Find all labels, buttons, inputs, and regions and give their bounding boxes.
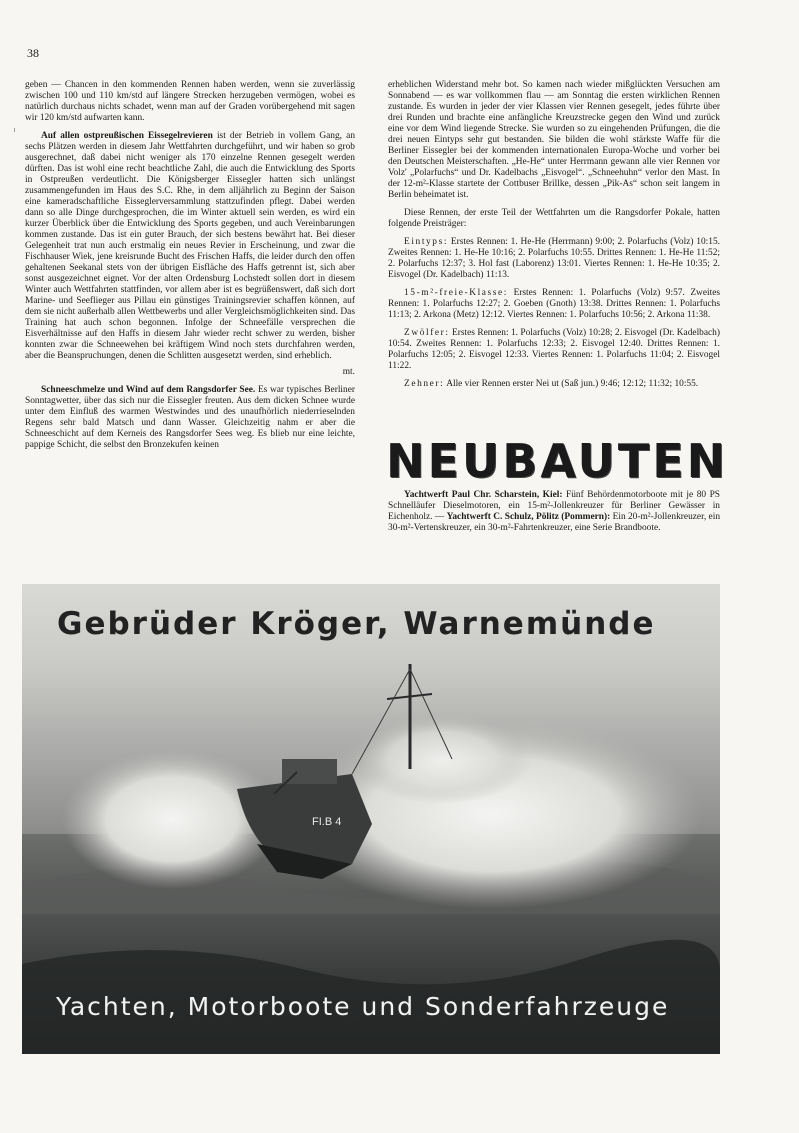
section-ostpreussen	[25, 131, 355, 362]
section-rangsdorf	[25, 385, 355, 451]
author-signature: mt.	[342, 367, 355, 377]
yard-schulz-text: Ein 20-m²-Jollenkreuzer, ein 30-m²-Vertenskreuzer, ein 30-m²-Fahrtenkreuzer, eine Serie Brandboote.	[388, 512, 721, 533]
ad-tagline: Yachten, Motorboote und Sonderfahrzeuge	[56, 992, 670, 1021]
result-class: Zwölfer:	[404, 328, 450, 338]
spray-top	[352, 714, 532, 804]
page-number: 38	[27, 46, 39, 60]
yard-scharstein-name: Yachtwerft Paul Chr. Scharstein, Kiel:	[404, 490, 563, 500]
left-column	[25, 80, 355, 458]
result-text: Erstes Rennen: 1. Polarfuchs (Volz) 9:57. Zweites Rennen: 1. Polarfuchs 12:27; 2. Goeben (Gnoth) 13:38. Drittes Rennen: 1. Polarfuchs 11:13; 2. Arkona (Metz) 12:12. Viertes Rennen: 1. Polarfuchs 10:56; 2. Arkona 11:38.	[388, 288, 721, 320]
result-entry	[388, 328, 720, 372]
boat-photo	[22, 584, 720, 1054]
boat-cabin	[282, 759, 337, 784]
neubauten-section	[388, 490, 720, 534]
result-entry	[388, 237, 720, 281]
results-intro: Diese Rennen, der erste Teil der Wettfahrten um die Rangsdorfer Pokale, hatten folgende Preisträger:	[388, 208, 720, 229]
result-entry	[388, 379, 720, 390]
result-text: Erstes Rennen: 1. He-He (Herrmann) 9:00; 2. Polarfuchs (Volz) 10:15. Zweites Rennen: 1. He-He 10:16; 2. Polarfuchs 10:55. Drittes Rennen: 1. He-He 11:52; 2. Polarfuchs 12:37; 3. Hol fast (Laborenz) 13:01. Viertes Rennen: 1. He-He 10:35; 2. Eisvogel (Dr. Kadelbach) 11:13.	[388, 237, 721, 280]
result-class: Eintyps:	[404, 237, 449, 247]
yard-scharstein-text: Fünf Behördenmotorboote mit je 80 PS Schnelläufer Dieselmotoren, ein 15-m²-Jollenkreuzer für Berliner Gewässer in Eichenholz. —	[388, 490, 721, 522]
margin-mark	[14, 128, 19, 132]
ad-title: Gebrüder Kröger, Warnemünde	[57, 606, 656, 642]
result-text: Alle vier Rennen erster Nei ut (Saß jun.) 9:46; 12:12; 11:32; 10:55.	[446, 379, 699, 389]
neubauten-headline: NEUBAUTEN	[386, 434, 729, 488]
section-rangsdorf-heading: Schneeschmelze und Wind auf dem Rangsdorfer See.	[41, 385, 256, 395]
continuation-paragraph: erheblichen Widerstand mehr bot. So kamen nach wieder mißglückten Versuchen am Sonnabend — es war vollkommen flau — am Sonntag die ersten wirklichen Rennen zustande. Es wurden in jeder der vier Klassen vier Rennen gesegelt, jedes führte über drei Runden und brachte eine anfängliche Kreuzstrecke gegen den Wind und zurück eine vor dem Wind liegende Strecke. Sie wurden so zu eingehenden Prüfungen, die die drei neuen Eintyps sehr gut bestanden. Sie bilden die wohl stärkste Waffe für die Berliner Eissegler bei der kommenden internationalen Europa-Woche und vorher bei den Deutschen Meisterschaften. „He-He“ unter Herrmann gewann alle vier Rennen vor Volz' „Polarfuchs“ und Dr. Kadelbachs „Eisvogel“. „Schneehuhn“ verlor den Mast. In der 12-m²-Klasse startete der Cottbuser Brillke, dessen „Pik-As“ schon seit langem in Berlin beheimatet ist.	[388, 80, 720, 200]
section-ostpreussen-heading: Auf allen ostpreußischen Eissegelrevieren	[41, 131, 213, 141]
hull-marking: FI.B 4	[312, 816, 342, 828]
result-class: Zehner:	[404, 379, 445, 389]
neubauten-paragraph	[388, 490, 720, 534]
section-rangsdorf-body: Es war typisches Berliner Sonntagwetter, über das sich nur die Eissegler freuten. Aus dem dicken Schnee wurde unter dem Einfluß des warmen Westwindes und des unaufhörlich niederrieselnden Regens sehr bald Matsch und dann Wasser. Gleichzeitig nahm er aber die Schneeschicht auf dem Kerneis des Rangsdorfer Sees weg. Es blieb nur eine leichte, pappige Schicht, die selbst den Bronzekufen keinen	[25, 385, 355, 450]
section-ostpreussen-body: ist der Betrieb in vollem Gang, an sechs Plätzen werden in diesem Jahr Wettfahrten durchgeführt, und wir haben so grob ausgerechnet, daß dabei nicht weniger als 170 einzelne Rennen gesegelt werden dürften. Das ist wohl eine recht beachtliche Zahl, die auch die Entwicklung des Sports in Ostpreußen verdeutlicht. Die Königsberger Eissegler hatten sich unlängst zusammengefunden im Haus des S.C. Rhe, in dem alljährlich zu Beginn der Saison eine kameradschaftliche Eisseglerversammlung stattzufinden pflegt. Dabei werden dann so alle Dinge durchgesprochen, die im Winter aktuell sein werden, es wird ein kurzer Überblick über die Entwicklung des Sports gegeben, und auch Vereinbarungen kommen zustande. Das ist ein guter Brauch, der sich bestens bewährt hat. Bei dieser Gelegenheit trat nun auch erstmalig ein neues Revier in Erscheinung, und zwar die Fischhauser Wiek, jene kreisrunde Bucht des Frischen Haffs, die leider durch den offen gehaltenen Seekanal stets von der übrigen Eisfläche des Haffs getrennt ist, sich aber sonst ausgezeichnet eignet. Vor der alten Ordensburg Lochstedt sollen dort in diesem Winter auch Wettfahrten stattfinden, vor allem aber ist es begrüßenswert, daß sich dort Marine- und Seeflieger aus Pillau ein günstiges Trainingsrevier schaffen können, auf dem sie nicht außerhalb allen Wettbewerbs und aller Vergleichsmöglichkeiten sind. Das Training hat auch schon begonnen. Infolge der Schneefälle versprechen die Eisverhältnisse auf den Haffs in diesem Jahr wieder recht schwer zu werden, bisher konnten zwar die Schneewehen bei kräftigem Wind noch stets durchfahren werden, aber die Beanspruchungen, denen die Schlitten ausgesetzt werden, sind erheblich.	[25, 131, 356, 361]
right-column	[388, 80, 720, 397]
intro-paragraph: geben — Chancen in den kommenden Rennen haben werden, wenn sie zuverlässig zwischen 100 und 110 km/std auf längere Strecken herzugeben vermögen, wobei es natürlich durchaus nichts schadet, wenn man auf der Graden vorübergehend mit sagen wir 120 km/std aufwarten kann.	[25, 80, 355, 123]
result-entry	[388, 288, 720, 321]
result-class: 15-m²-freie-Klasse:	[404, 288, 509, 298]
yard-schulz-name: Yachtwerft C. Schulz, Pölitz (Pommern):	[446, 512, 611, 522]
result-text: Erstes Rennen: 1. Polarfuchs (Volz) 10:28; 2. Eisvogel (Dr. Kadelbach) 10:54. Zweites Rennen: 1. Polarfuchs 12:33; 2. Eisvogel 12:40. Drittes Rennen: 1. Polarfuchs 12:05; 2. Eisvogel 12:33. Viertes Rennen: 1. Polarfuchs 11:04; 2. Eisvogel 11:22.	[388, 328, 720, 371]
kroeger-advertisement	[22, 584, 720, 1054]
